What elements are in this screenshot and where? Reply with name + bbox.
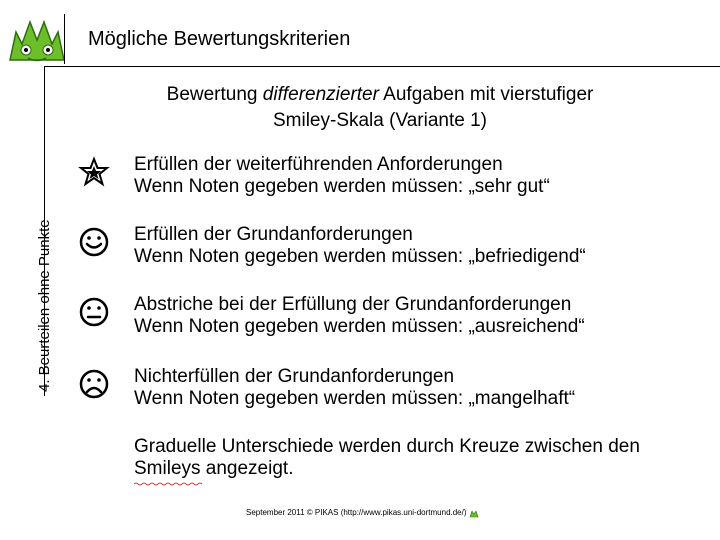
subtitle-emphasis: differenzierter xyxy=(262,84,379,105)
criteria-grade: Wenn Noten gegeben werden müssen: „mangelhaft“ xyxy=(134,388,576,409)
spellcheck-squiggle xyxy=(134,482,204,486)
criteria-item-poor xyxy=(78,366,698,416)
page-title: Mögliche Bewertungskriterien xyxy=(88,28,351,50)
smiley-sad-icon xyxy=(78,368,110,400)
criteria-grade: Wenn Noten gegeben werden müssen: „befriedigend“ xyxy=(134,246,586,267)
footer-credit xyxy=(246,508,479,518)
criteria-item-sufficient xyxy=(78,294,698,344)
smiley-happy-icon xyxy=(78,226,110,258)
pikas-logo xyxy=(6,16,68,66)
header-divider-horizontal xyxy=(44,66,720,67)
criteria-grade: Wenn Noten gegeben werden müssen: „ausreichend“ xyxy=(134,316,585,337)
section-side-label: 4. Beurteilen ohne Punkte xyxy=(36,219,53,392)
criteria-grade: Wenn Noten gegeben werden müssen: „sehr gut“ xyxy=(134,176,550,197)
note-line2: Smileys angezeigt. xyxy=(134,458,294,479)
slide-subtitle xyxy=(70,82,690,134)
criteria-item-very-good xyxy=(78,154,698,204)
gradation-note xyxy=(134,436,694,480)
subtitle-part2: Aufgaben mit vierstufiger xyxy=(378,84,594,105)
smiley-neutral-icon xyxy=(78,296,110,328)
footer-text: September 2011 © PIKAS (http://www.pikas.uni-dortmund.de/) xyxy=(246,508,467,518)
criteria-item-satisfactory xyxy=(78,224,698,274)
star-icon xyxy=(78,156,110,188)
subtitle-part1: Bewertung xyxy=(166,84,263,105)
criteria-title: Erfüllen der Grundanforderungen xyxy=(134,224,413,245)
pikas-mini-logo-icon xyxy=(469,508,479,518)
criteria-title: Abstriche bei der Erfüllung der Grundanforderungen xyxy=(134,294,572,315)
subtitle-line2: Smiley-Skala (Variante 1) xyxy=(272,110,487,131)
criteria-title: Nichterfüllen der Grundanforderungen xyxy=(134,366,455,387)
criteria-title: Erfüllen der weiterführenden Anforderungen xyxy=(134,154,503,175)
note-line1: Graduelle Unterschiede werden durch Kreuze zwischen den xyxy=(134,436,640,457)
header-divider-vertical xyxy=(64,14,65,64)
